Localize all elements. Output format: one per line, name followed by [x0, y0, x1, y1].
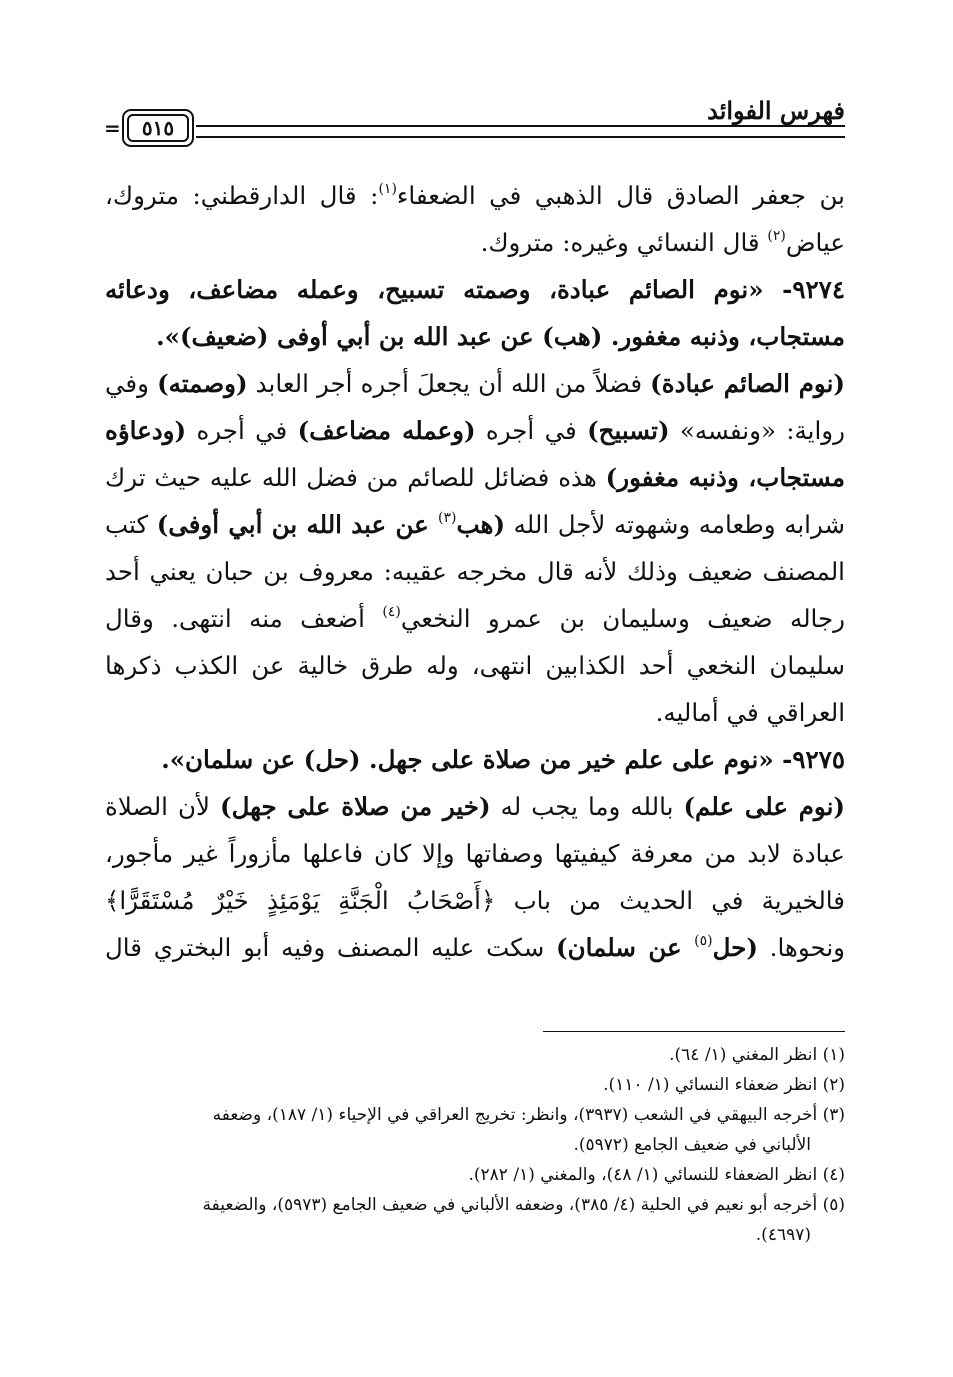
footnotes	[105, 1040, 845, 1250]
hadith-bold-text: (ودعاؤه	[105, 416, 187, 445]
text-line	[105, 877, 845, 924]
text-run: المصنف ضعيف وذلك لأنه قال مخرجه عقيبه: معروف بن حبان يعني أحد	[105, 557, 845, 586]
text-line	[105, 548, 845, 595]
text-line	[105, 266, 845, 313]
hadith-bold-text: ٩٢٧٤- «نوم الصائم عبادة، وصمته تسبيح، وعمله مضاعف، ودعائه	[105, 275, 845, 304]
text-run: سكت عليه المصنف وفيه أبو البختري قال	[105, 933, 557, 962]
text-run: : قال الدارقطني: متروك،	[105, 181, 379, 210]
main-text	[105, 172, 845, 971]
text-run: عبادة لابد من معرفة كيفيتها وصفاتها وإلا كان فاعلها مأزوراً غير مأجور،	[105, 839, 845, 868]
hadith-bold-text: (حل	[712, 933, 758, 962]
footnote-line: الألباني في ضعيف الجامع (٥٩٧٢).	[573, 1135, 811, 1155]
hadith-bold-text: مستجاب، وذنبه مغفور)	[605, 463, 845, 492]
footnote-ref: (٣)	[438, 509, 457, 526]
hadith-bold-text: (هب	[456, 510, 506, 539]
text-line	[105, 454, 845, 501]
text-line	[105, 736, 845, 783]
hadith-bold-text: (خير من صلاة على جهل)	[220, 792, 491, 821]
footnote-line: (٤) انظر الضعفاء للنسائي (١/ ٤٨)، والمغني (١/ ٢٨٢).	[468, 1165, 845, 1185]
text-run: قال النسائي وغيره: متروك.	[480, 228, 768, 257]
hadith-bold-text: عن عبد الله بن أبي أوفى)	[156, 510, 439, 539]
text-run: العراقي في أماليه.	[655, 698, 845, 727]
hadith-bold-text: (وصمته)	[157, 369, 248, 398]
text-run: شرابه وطعامه وشهوته لأجل الله	[505, 510, 845, 539]
text-run: أضعف منه انتهى. وقال	[105, 604, 365, 633]
text-run: بالله وما يجب له	[490, 792, 684, 821]
text-line	[105, 595, 845, 642]
hadith-bold-text: مستجاب، وذنبه مغفور. (هب) عن عبد الله بن أبي أوفى (ضعيف)».	[156, 322, 845, 351]
running-header-title: فهرس الفوائد	[707, 96, 845, 125]
text-line	[105, 830, 845, 877]
text-line	[105, 689, 845, 736]
text-run: عياض	[785, 228, 845, 257]
header-end-mark: =	[104, 116, 121, 140]
text-run: لأن الصلاة	[105, 792, 221, 821]
footnote-line: (١) انظر المغني (١/ ٦٤).	[669, 1045, 845, 1065]
text-run: في أجره	[475, 416, 588, 445]
text-line	[105, 172, 845, 219]
footnote-line: (٢) انظر ضعفاء النسائي (١/ ١١٠).	[603, 1075, 845, 1095]
text-run: سليمان النخعي أحد الكذابين انتهى، وله طرق خالية عن الكذب ذكرها	[105, 651, 845, 680]
header-double-rule	[196, 125, 845, 138]
text-line	[105, 219, 845, 266]
text-line	[105, 642, 845, 689]
hadith-bold-text: عن سلمان)	[556, 933, 695, 962]
text-line	[105, 783, 845, 830]
footnote-line: (٤٦٩٧).	[755, 1225, 811, 1245]
footnote-ref: (١)	[378, 180, 397, 197]
text-line	[105, 501, 845, 548]
text-run: رواية: «ونفسه»	[669, 416, 845, 445]
hadith-bold-text: (وعمله مضاعف)	[297, 416, 476, 445]
footnote-separator	[543, 1031, 845, 1032]
text-run: بن جعفر الصادق قال الذهبي في الضعفاء	[396, 181, 845, 210]
footnote-ref: (٥)	[694, 932, 713, 949]
text-run: فضلاً من الله أن يجعلَ أجره أجر العابد	[247, 369, 651, 398]
text-run: في أجره	[186, 416, 298, 445]
footnote-line: (٥) أخرجه أبو نعيم في الحلية (٤/ ٣٨٥)، وضعفه الألباني في ضعيف الجامع (٥٩٧٣)، والضعيفة	[202, 1195, 845, 1215]
text-run: هذه فضائل للصائم من فضل الله عليه حيث ترك	[105, 463, 606, 492]
text-line	[105, 924, 845, 971]
text-line	[105, 360, 845, 407]
hadith-bold-text: ٩٢٧٥- «نوم على علم خير من صلاة على جهل. (حل) عن سلمان».	[161, 745, 845, 774]
hadith-bold-text: (نوم الصائم عبادة)	[650, 369, 845, 398]
text-line	[105, 313, 845, 360]
hadith-bold-text: (تسبيح)	[587, 416, 670, 445]
text-line	[105, 407, 845, 454]
text-run: وفي	[105, 369, 158, 398]
footnote-ref: (٢)	[767, 227, 786, 244]
text-run: ونحوها.	[757, 933, 845, 962]
footnote-ref: (٤)	[382, 603, 401, 620]
text-run: كتب	[105, 510, 149, 539]
page-number-frame	[122, 109, 194, 147]
footnote-line: (٣) أخرجه البيهقي في الشعب (٣٩٣٧)، وانظر: تخريج العراقي في الإحياء (١/ ١٨٧)، وضعفه	[212, 1105, 845, 1125]
hadith-bold-text: (نوم على علم)	[683, 792, 845, 821]
text-run: فالخيرية في الحديث من باب ﴿أَصْحَابُ الْجَنَّةِ يَوْمَئِذٍ خَيْرٌ مُسْتَقَرًّا﴾	[105, 886, 845, 915]
page-number: ٥١٥	[127, 114, 189, 142]
text-run: رجاله ضعيف وسليمان بن عمرو النخعي	[400, 604, 845, 633]
